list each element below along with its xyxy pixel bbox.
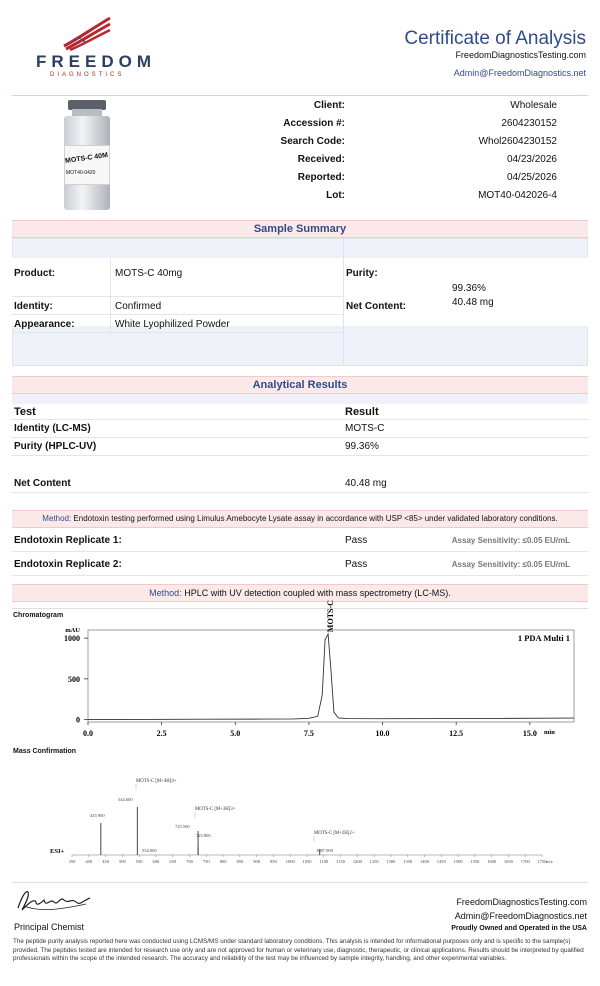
brand-name: FREEDOM xyxy=(36,52,156,71)
endotoxin-result: Pass xyxy=(345,559,368,570)
mass-x-tick-label: 400 xyxy=(85,859,93,864)
mass-x-tick-label: 1750 xyxy=(537,859,547,864)
header-email[interactable]: Admin@FreedomDiagnostics.net xyxy=(453,68,586,78)
mass-x-tick-label: 1050 xyxy=(302,859,312,864)
mass-x-tick-label: 1150 xyxy=(336,859,345,864)
mass-x-tick-label: 750 xyxy=(202,859,210,864)
test-name: Purity (HPLC-UV) xyxy=(14,441,97,452)
y-tick-label: 500 xyxy=(68,674,80,684)
mass-x-unit: m/z xyxy=(546,859,553,864)
hplc-method-text: HPLC with UV detection coupled with mass spectrometry (LC-MS). xyxy=(184,588,451,598)
client-info-label: Accession #: xyxy=(283,118,345,129)
mass-x-tick-label: 900 xyxy=(253,859,261,864)
x-tick-label: 15.0 xyxy=(522,729,537,738)
assay-sensitivity: Assay Sensitivity: ≤0.05 EU/mL xyxy=(451,560,570,569)
assay-sensitivity: Assay Sensitivity: ≤0.05 EU/mL xyxy=(451,536,570,545)
mass-x-tick-label: 1550 xyxy=(470,859,480,864)
mass-x-tick-label: 500 xyxy=(118,859,126,864)
endotoxin-result: Pass xyxy=(345,535,368,546)
x-tick-label: 12.5 xyxy=(449,729,464,738)
test-result: MOTS-C xyxy=(345,423,385,434)
mass-peak-label: 544.600 xyxy=(118,797,133,802)
mass-annotation: MOTS-C [M+2H]2+ xyxy=(314,831,355,836)
test-name: Net Content xyxy=(14,478,71,489)
analytical-results-title: Analytical Results xyxy=(252,379,348,391)
mass-x-tick-label: 800 xyxy=(219,859,227,864)
net-content-value: 40.48 mg xyxy=(452,297,494,308)
client-info-value: 2604230152 xyxy=(501,118,557,129)
footer-website[interactable]: FreedomDiagnosticsTesting.com xyxy=(456,897,587,907)
mass-x-tick-label: 1350 xyxy=(403,859,413,864)
mass-spectrum-chart xyxy=(12,760,588,875)
product-label: Product: xyxy=(14,268,56,279)
mass-x-tick-label: 700 xyxy=(186,859,193,864)
x-unit-label: min xyxy=(544,729,555,736)
mass-x-tick-label: 1300 xyxy=(386,859,396,864)
vial-lot-text: MOT40-0420 xyxy=(66,170,96,176)
header xyxy=(0,0,600,95)
mass-x-tick-label: 1200 xyxy=(352,859,362,864)
client-info-value: 04/23/2026 xyxy=(506,154,557,165)
client-info-value: Wholesale xyxy=(510,100,557,111)
mass-x-tick-label: 450 xyxy=(102,859,109,864)
mass-peak-label: 725.800 xyxy=(196,833,211,838)
sample-summary-bar xyxy=(12,220,588,238)
endotoxin-label: Endotoxin Replicate 2: xyxy=(14,559,122,570)
client-info-label: Received: xyxy=(297,154,345,165)
mass-x-tick-label: 1000 xyxy=(285,859,295,864)
mass-annotation: MOTS-C [M+3H]3+ xyxy=(195,807,236,812)
flag-swoosh-logo-icon xyxy=(62,16,112,50)
product-value: MOTS-C 40mg xyxy=(115,268,183,279)
mass-x-tick-label: 350 xyxy=(68,859,76,864)
test-result: 40.48 mg xyxy=(345,478,387,489)
header-divider xyxy=(12,95,588,96)
mass-x-tick-label: 650 xyxy=(169,859,177,864)
mass-x-tick-label: 1650 xyxy=(503,859,513,864)
client-info-label: Lot: xyxy=(326,190,345,201)
x-tick-label: 5.0 xyxy=(230,729,241,738)
doc-title: Certificate of Analysis xyxy=(404,28,586,49)
detector-label: 1 PDA Multi 1 xyxy=(517,633,570,643)
footer-owned: Proudly Owned and Operated in the USA xyxy=(451,925,587,932)
vial-label-text: MOTS-C 40M xyxy=(64,152,109,165)
client-info-label: Search Code: xyxy=(280,136,345,147)
client-info-label: Reported: xyxy=(297,172,345,183)
appearance-value: White Lyophilized Powder xyxy=(115,319,230,330)
brand-sub: DIAGNOSTICS xyxy=(50,72,125,78)
mass-x-tick-label: 1250 xyxy=(369,859,379,864)
y-unit-label: mAU xyxy=(65,627,80,634)
mass-peak-label: 554.000 xyxy=(142,848,157,853)
endotoxin-label: Endotoxin Replicate 1: xyxy=(14,535,122,546)
vial-photo xyxy=(62,100,112,210)
mass-peak-label: 1087.900 xyxy=(316,848,333,853)
identity-value: Confirmed xyxy=(115,301,162,312)
header-website[interactable]: FreedomDiagnosticsTesting.com xyxy=(455,50,586,60)
mass-x-tick-label: 1500 xyxy=(453,859,463,864)
mass-x-tick-label: 850 xyxy=(236,859,244,864)
mass-x-tick-label: 1700 xyxy=(520,859,530,864)
endotoxin-method-bar xyxy=(12,510,588,528)
mass-x-tick-label: 1400 xyxy=(420,859,429,864)
endotoxin-method-text: Endotoxin testing performed using Limulus Amebocyte Lysate assay in accordance with USP <85> under validated laboratory conditions. xyxy=(73,514,558,523)
client-info-label: Client: xyxy=(313,100,345,111)
chromatogram-label: Chromatogram xyxy=(13,612,64,619)
client-info-value: MOT40-042026-4 xyxy=(478,190,557,201)
y-tick-label: 1000 xyxy=(64,634,80,644)
net-content-label: Net Content: xyxy=(346,301,406,312)
y-tick-label: 0 xyxy=(76,715,80,725)
test-result: 99.36% xyxy=(345,441,379,452)
hplc-method-bar xyxy=(12,584,588,602)
footer-email[interactable]: Admin@FreedomDiagnostics.net xyxy=(454,911,587,921)
x-tick-label: 7.5 xyxy=(303,729,314,738)
disclaimer: The peptide purity analysis reported here was conducted using LCMS/MS under standard laboratory conditions. This analysis is intended for informational purposes only and is specific to the sample(s) provided. The peptides tested are intended for research use only and are not approved for human or veterinary use, diagnostic, therapeutic, or clinical applications. Results should be interpreted by qualified professionals within the scope of the intended research. The accuracy and reliability of the test may be influenced by sample integrity, handling, and other experimental variables. xyxy=(13,938,584,963)
client-info-value: 04/25/2026 xyxy=(506,172,557,183)
test-name: Identity (LC-MS) xyxy=(14,423,91,434)
mass-x-tick-label: 600 xyxy=(152,859,160,864)
mass-x-tick-label: 950 xyxy=(270,859,277,864)
purity-label: Purity: xyxy=(346,268,378,279)
purity-value: 99.36% xyxy=(452,283,486,294)
mass-peak-label: 435.900 xyxy=(90,813,105,818)
mass-x-tick-label: 1100 xyxy=(319,859,329,864)
client-info-value: Whol2604230152 xyxy=(478,136,557,147)
mass-peak-label: 725.500 xyxy=(175,824,190,829)
chemist-role: Principal Chemist xyxy=(14,922,85,932)
esi-label: ESI+ xyxy=(50,848,65,855)
analytical-results-bar xyxy=(12,376,588,394)
col-result-header: Result xyxy=(345,406,379,418)
mass-x-tick-label: 1600 xyxy=(487,859,497,864)
mass-label: Mass Confirmation xyxy=(13,748,77,755)
chromatogram-trace xyxy=(88,634,574,720)
sample-summary-title: Sample Summary xyxy=(253,223,347,235)
client-info xyxy=(240,100,585,210)
identity-label: Identity: xyxy=(14,301,53,312)
signature-image xyxy=(14,886,94,916)
peak-label: MOTS-C xyxy=(326,600,336,633)
mass-annotation: MOTS-C [M+4H]4+ xyxy=(136,779,177,784)
appearance-label: Appearance: xyxy=(14,319,75,330)
x-tick-label: 10.0 xyxy=(375,729,390,738)
hplc-method-label: Method: xyxy=(149,588,182,598)
x-tick-label: 0.0 xyxy=(83,729,93,738)
col-test-header: Test xyxy=(14,406,36,418)
endotoxin-method-label: Method: xyxy=(42,514,72,523)
mass-x-tick-label: 1450 xyxy=(436,859,446,864)
mass-x-tick-label: 550 xyxy=(135,859,143,864)
x-tick-label: 2.5 xyxy=(156,729,167,738)
